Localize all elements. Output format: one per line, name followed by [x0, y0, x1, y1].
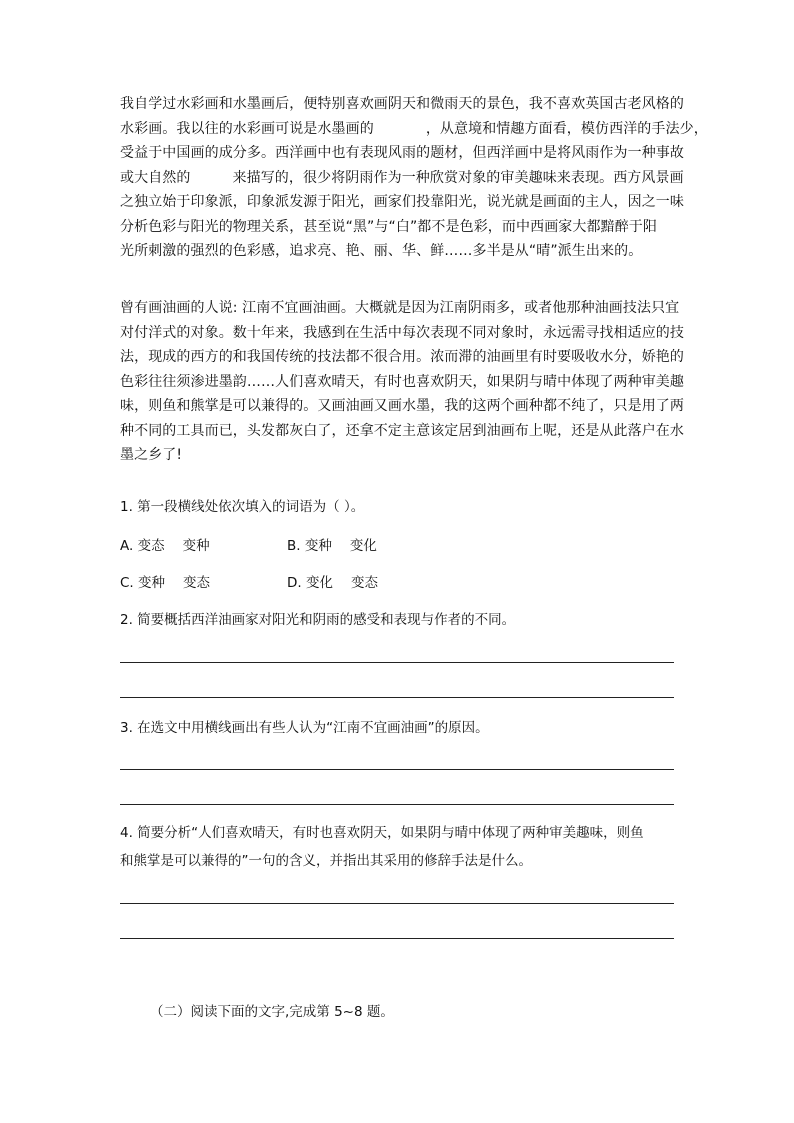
- answer-line[interactable]: [120, 662, 674, 663]
- question-2: 2. 简要概括西洋油画家对阳光和阴雨的感受和表现与作者的不同。: [120, 612, 516, 628]
- paragraph-line: 或大自然的 来描写的，很少将阴雨作为一种欣赏对象的审美趣味来表现。西方风景画: [120, 169, 684, 186]
- answer-line[interactable]: [120, 804, 674, 805]
- option-a[interactable]: A. 变态 变种: [120, 538, 210, 554]
- paragraph-line: 受益于中国画的成分多。西洋画中也有表现风雨的题材，但西洋画中是将风雨作为一种事故: [120, 145, 684, 161]
- paragraph-line: 光所刺激的强烈的色彩感，追求亮、艳、丽、华、鲜……多半是从“晴”派生出来的。: [120, 243, 643, 259]
- option-b[interactable]: B. 变种 变化: [287, 538, 377, 554]
- section-2-heading: （二）阅读下面的文字,完成第 5~8 题。: [150, 1004, 394, 1020]
- paragraph-line: 我自学过水彩画和水墨画后，便特别喜欢画阴天和微雨天的景色，我不喜欢英国古老风格的: [120, 96, 684, 112]
- question-4-line-2: 和熊掌是可以兼得的”一句的含义，并指出其采用的修辞手法是什么。: [120, 853, 532, 869]
- option-c[interactable]: C. 变种 变态: [120, 575, 211, 591]
- paragraph-line: 法，现成的西方的和我国传统的技法都不很合用。浓而滞的油画里有时要吸收水分，娇艳的: [120, 349, 684, 365]
- paragraph-line: 分析色彩与阳光的物理关系，甚至说“黑”与“白”都不是色彩，而中西画家大都黯醉于阳: [120, 218, 658, 235]
- paragraph-line: 水彩画。我以往的水彩画可说是水墨画的 ，从意境和情趣方面看，模仿西洋的手法少，: [120, 120, 708, 137]
- paragraph-line: 对付洋式的对象。数十年来，我感到在生活中每次表现不同对象时，永远需寻找相适应的技: [120, 324, 684, 341]
- question-1: 1. 第一段横线处依次填入的词语为（ ）。: [120, 499, 365, 515]
- paragraph-line: 墨之乡了!: [120, 447, 183, 463]
- paragraph-line: 味，则鱼和熊掌是可以兼得的。又画油画又画水墨，我的这两个画种都不纯了，只是用了两: [120, 398, 684, 414]
- question-4-line-1: 4. 简要分析“人们喜欢晴天，有时也喜欢阴天，如果阴与晴中体现了两种审美趣味，则鱼: [120, 825, 644, 841]
- paragraph-line: 种不同的工具而已，头发都灰白了，还拿不定主意该定居到油画布上呢，还是从此落户在水: [120, 422, 684, 439]
- passage-paragraph-1: [120, 92, 708, 264]
- answer-line[interactable]: [120, 769, 674, 770]
- paragraph-line: 之独立始于印象派，印象派发源于阳光，画家们投靠阳光，说光就是画面的主人，因之一味: [120, 194, 684, 210]
- option-d[interactable]: D. 变化 变态: [287, 575, 378, 591]
- passage-paragraph-2: [120, 296, 684, 468]
- answer-line[interactable]: [120, 938, 674, 939]
- paragraph-line: 色彩往往须渗进墨韵……人们喜欢晴天，有时也喜欢阴天，如果阴与晴中体现了两种审美趣: [120, 373, 684, 390]
- paragraph-line: 曾有画油画的人说: 江南不宜画油画。大概就是因为江南阴雨多，或者他那种油画技法只宜: [120, 300, 680, 316]
- question-3: 3. 在选文中用横线画出有些人认为“江南不宜画油画”的原因。: [120, 720, 489, 736]
- answer-line[interactable]: [120, 697, 674, 698]
- answer-line[interactable]: [120, 903, 674, 904]
